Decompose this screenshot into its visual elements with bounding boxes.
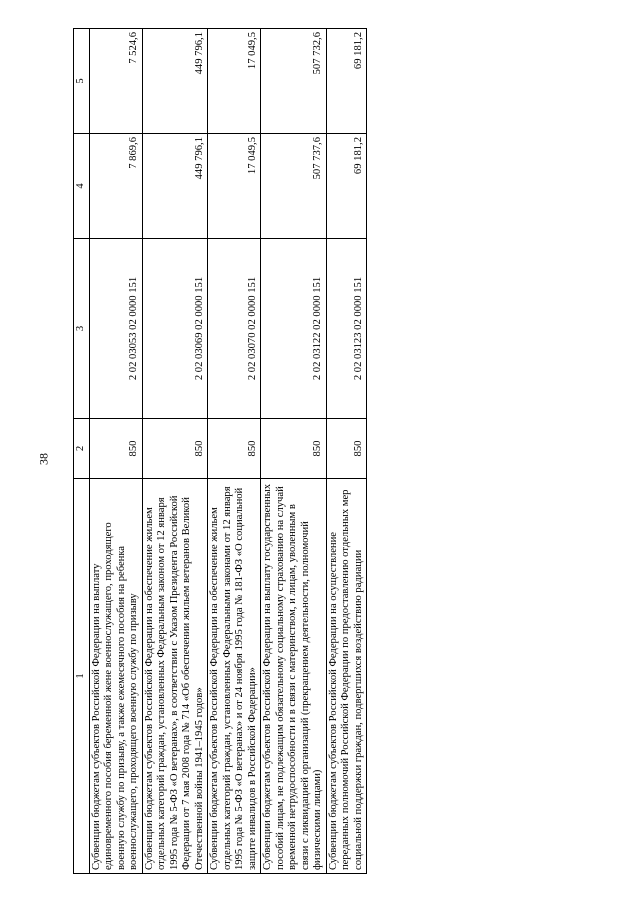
- row-description: Субвенции бюджетам субъектов Российской Федерации на выплату государственных пособий лицам, не подлежащим обязательному социальному страхованию на случай временной нетрудоспособности и в связи с материнством, и лицам, уволенным в связи с ликвидацией организаций (прекращением деятельности, полномочий физическими лицами): [261, 479, 327, 874]
- table-row: [89, 29, 142, 874]
- row-budget-code: 2 02 03069 02 0000 151: [142, 239, 208, 419]
- table-row: [208, 29, 261, 874]
- header-col-2: 2: [74, 419, 90, 479]
- page-number: 38: [36, 453, 51, 465]
- header-col-4: 4: [74, 134, 90, 239]
- row-budget-code: 2 02 03070 02 0000 151: [208, 239, 261, 419]
- row-amount-col4: 69 181,2: [326, 134, 367, 239]
- row-amount-col5: 449 796,1: [142, 29, 208, 134]
- row-description: Субвенции бюджетам субъектов Российской Федерации на обеспечение жильем отдельных категорий граждан, установленных Федеральными законами от 12 января 1995 года № 5-ФЗ «О ветеранах» и от 24 ноября 1995 года № 181-ФЗ «О социальной защите инвалидов в Российской Федерации»: [208, 479, 261, 874]
- row-amount-col4: 507 737,6: [261, 134, 327, 239]
- row-description: Субвенции бюджетам субъектов Российской Федерации на выплату единовременного пособия беременной жене военнослужащего, проходящего военную службу по призыву, а также ежемесячного пособия на ребенка военнослужащего, проходящего военную службу по призыву: [89, 479, 142, 874]
- row-code: 850: [261, 419, 327, 479]
- rotated-table-container: [73, 29, 498, 874]
- row-budget-code: 2 02 03123 02 0000 151: [326, 239, 367, 419]
- row-code: 850: [326, 419, 367, 479]
- header-col-5: 5: [74, 29, 90, 134]
- row-amount-col4: 7 869,6: [89, 134, 142, 239]
- header-row: [74, 29, 90, 874]
- header-col-3: 3: [74, 239, 90, 419]
- row-amount-col5: 69 181,2: [326, 29, 367, 134]
- row-description: Субвенции бюджетам субъектов Российской Федерации на осуществление переданных полномочий Российской Федерации по предоставлению отдельных мер социальной поддержки граждан, подвергшихся воздействию радиации: [326, 479, 367, 874]
- table-row: [261, 29, 327, 874]
- row-amount-col5: 7 524,6: [89, 29, 142, 134]
- table-row: [142, 29, 208, 874]
- budget-table: [73, 28, 367, 874]
- row-code: 850: [208, 419, 261, 479]
- row-amount-col5: 507 732,6: [261, 29, 327, 134]
- row-amount-col4: 17 049,5: [208, 134, 261, 239]
- row-amount-col4: 449 796,1: [142, 134, 208, 239]
- header-col-1: 1: [74, 479, 90, 874]
- row-code: 850: [142, 419, 208, 479]
- row-budget-code: 2 02 03122 02 0000 151: [261, 239, 327, 419]
- row-budget-code: 2 02 03053 02 0000 151: [89, 239, 142, 419]
- row-description: Субвенции бюджетам субъектов Российской Федерации на обеспечение жильем отдельных категорий граждан, установленных Федеральным законом от 12 января 1995 года № 5-ФЗ «О ветеранах», в соответствии с Указом Президента Российской Федерации от 7 мая 2008 года № 714 «Об обеспечении жильем ветеранов Великой Отечественной войны 1941–1945 годов»: [142, 479, 208, 874]
- row-code: 850: [89, 419, 142, 479]
- row-amount-col5: 17 049,5: [208, 29, 261, 134]
- table-row: [326, 29, 367, 874]
